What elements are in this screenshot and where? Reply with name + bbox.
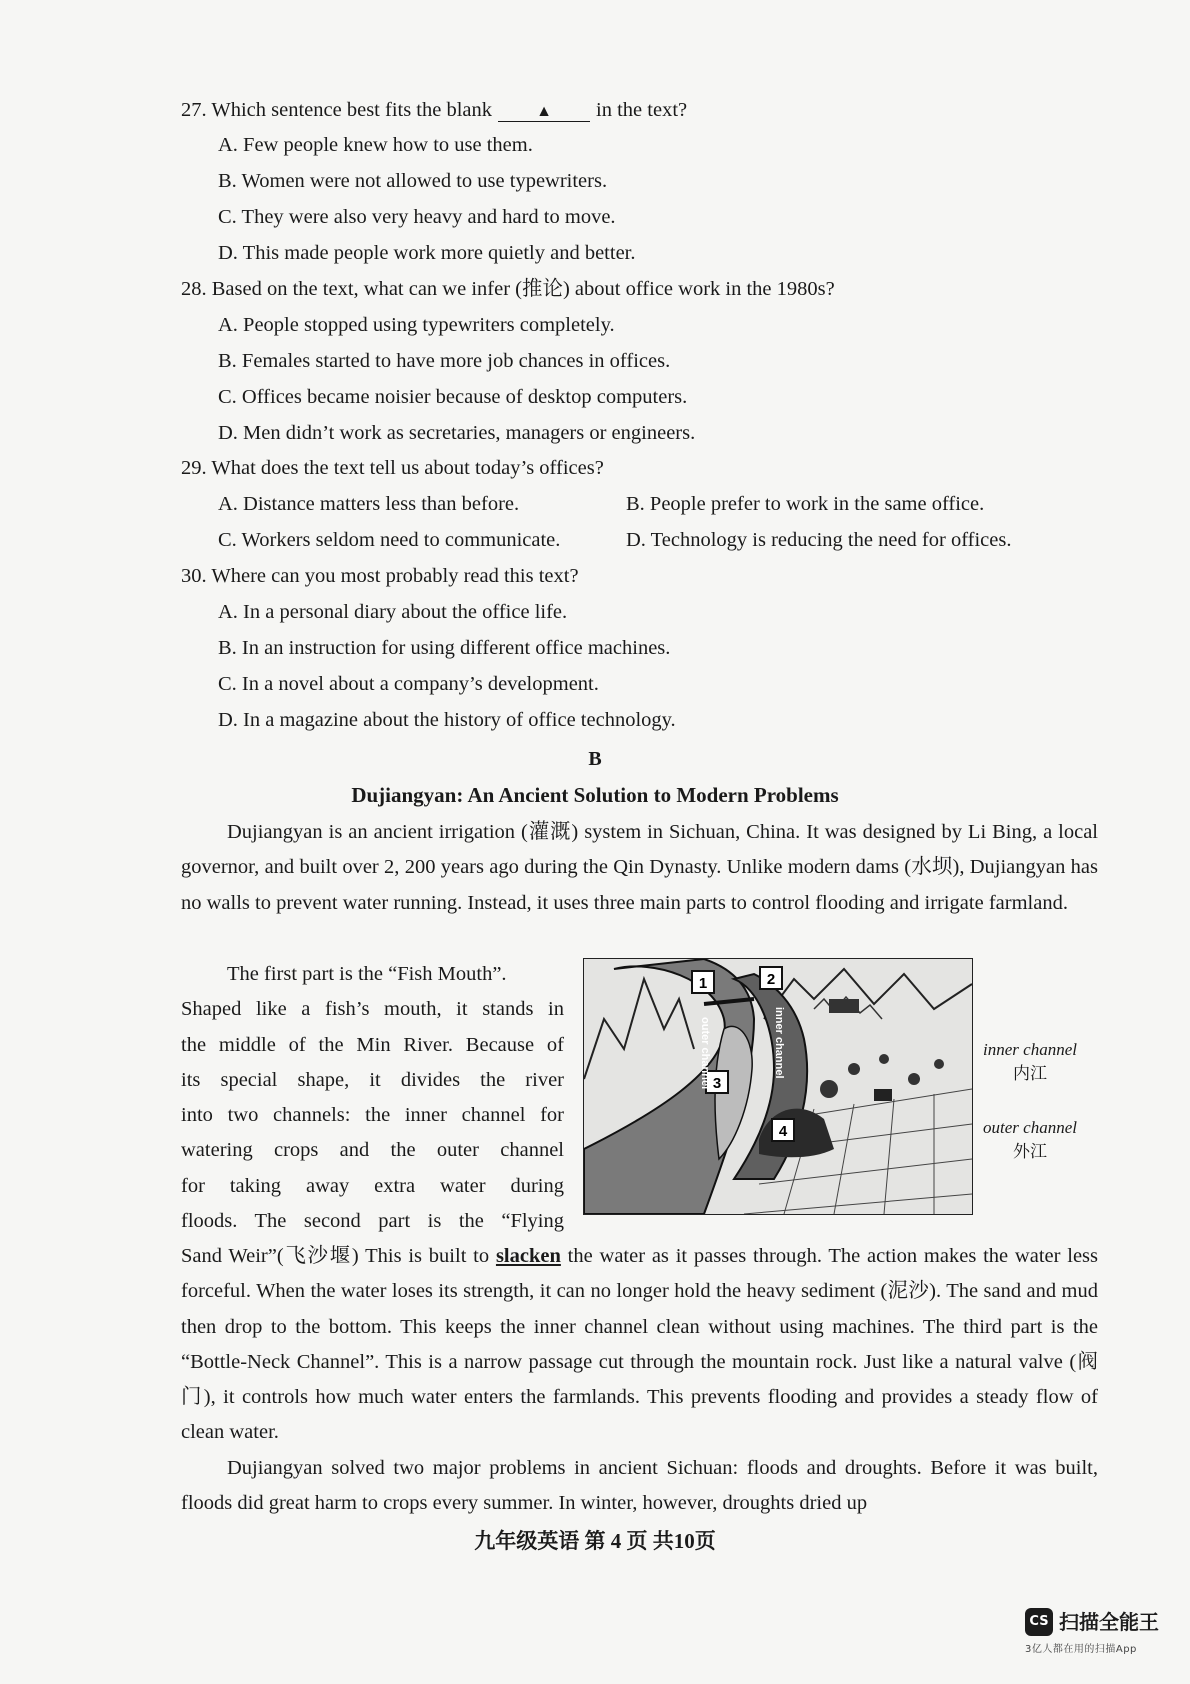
passage-title: Dujiangyan: An Ancient Solution to Modern Problems (351, 783, 839, 807)
p2-line (181, 957, 564, 992)
tree (820, 1080, 838, 1098)
passage-paragraph-2-wrapped (181, 957, 564, 1239)
tree (879, 1054, 889, 1064)
passage-paragraph-1 (181, 815, 1098, 921)
marker-3: 3 (712, 1075, 722, 1092)
tree (908, 1073, 920, 1085)
question-30-option-a: A. In a personal diary about the office life. (218, 601, 568, 623)
building (829, 999, 859, 1013)
p2-line: its special shape, it divides the river (181, 1068, 564, 1091)
question-28-option-b: B. Females started to have more job chances in offices. (218, 350, 671, 372)
caption-cn: 外江 (1013, 1142, 1047, 1161)
caption-en: inner channel (983, 1040, 1077, 1059)
question-29-option-c: C. Workers seldom need to communicate. (218, 529, 561, 551)
section-letter: B (588, 748, 602, 770)
page-footer: 九年级英语 第 4 页 共10页 (474, 1529, 716, 1553)
tree (934, 1059, 944, 1069)
question-29-option-a: A. Distance matters less than before. (218, 493, 520, 515)
p2-cont-text: Sand Weir”(飞沙堰) This is built to (181, 1245, 490, 1267)
triangle-icon: ▲ (536, 103, 552, 120)
building (874, 1089, 892, 1101)
answer-blank (498, 103, 590, 122)
question-29-option-b: B. People prefer to work in the same office. (626, 493, 985, 515)
cs-logo-icon: CS (1025, 1608, 1053, 1636)
inner-channel-label: inner channel (773, 1007, 785, 1079)
question-30-option-c: C. In a novel about a company’s development. (218, 673, 599, 695)
marker-1: 1 (698, 975, 708, 992)
question-27-text-end: in the text? (596, 99, 688, 121)
diagram-illustration (584, 959, 972, 1214)
question-28-option-a: A. People stopped using typewriters completely. (218, 314, 615, 336)
question-29-stem: 29. What does the text tell us about today’s offices? (181, 457, 604, 479)
p2-line: floods. The second part is the “Flying (181, 1210, 564, 1233)
question-27-stem (181, 97, 687, 123)
question-27-option-d: D. This made people work more quietly and better. (218, 242, 636, 264)
p2-line: for taking away extra water during (181, 1174, 564, 1197)
question-29-option-d: D. Technology is reducing the need for offices. (626, 529, 1012, 551)
marker-4: 4 (778, 1123, 788, 1140)
question-30-option-b: B. In an instruction for using different office machines. (218, 637, 671, 659)
passage-paragraph-3 (181, 1451, 1098, 1522)
marker-2: 2 (766, 971, 776, 988)
dujiangyan-diagram (583, 958, 973, 1215)
question-27-option-b: B. Women were not allowed to use typewriters. (218, 170, 608, 192)
question-28-option-c: C. Offices became noisier because of desktop computers. (218, 386, 688, 408)
p2-line: watering crops and the outer channel (181, 1139, 564, 1162)
underlined-keyword: slacken (495, 1245, 561, 1267)
caption-outer-channel (970, 1116, 1090, 1164)
p2-line: the middle of the Min River. Because of (181, 1033, 564, 1056)
watermark-app-name: 扫描全能王 (1059, 1610, 1159, 1634)
passage-paragraph-2-continued (181, 1239, 1098, 1451)
question-30-option-d: D. In a magazine about the history of office technology. (218, 709, 676, 731)
scanner-watermark (1025, 1608, 1175, 1668)
paragraph-1-text: Dujiangyan is an ancient irrigation (灌溉) system in Sichuan, China. It was designed by Li Bing, a local governor, and built over 2, 200 years ago during the Qin Dynasty. Unlike modern dams (水坝), Dujiangyan has no walls to prevent water running. Instead, it uses three main parts to control flooding and irrigate farmland. (181, 821, 1098, 914)
paragraph-3-text: Dujiangyan solved two major problems in ancient Sichuan: floods and droughts. Before it was built, floods did great harm to crops every summer. In winter, however, droughts dried up (181, 1457, 1098, 1515)
p2-line: into two channels: the inner channel for (181, 1104, 564, 1127)
watermark-tagline: 3亿人都在用的扫描App (1025, 1644, 1137, 1655)
p2-line-text: The first part is the “Fish Mouth”. (227, 963, 507, 985)
question-27-text: 27. Which sentence best fits the blank (181, 99, 493, 121)
caption-en: outer channel (983, 1118, 1077, 1137)
p2-cont-text-end: the water as it passes through. The action makes the water less forceful. When the water loses its strength, it can no longer hold the heavy sediment (泥沙). The sand and mud then drop to the bottom. This keeps the inner channel clean without using machines. The third part is the “Bottle-Neck Channel”. This is a narrow passage cut through the mountain rock. Just like a natural valve (阀门), it controls how much water enters the farmlands. This prevents flooding and provides a steady flow of clean water. (181, 1245, 1098, 1444)
question-27-option-c: C. They were also very heavy and hard to move. (218, 206, 616, 228)
caption-inner-channel (970, 1038, 1090, 1086)
outer-channel-label: outer channel (699, 1017, 711, 1090)
tree (848, 1063, 860, 1075)
question-30-stem: 30. Where can you most probably read this text? (181, 565, 579, 587)
question-28-stem: 28. Based on the text, what can we infer (推论) about office work in the 1980s? (181, 278, 835, 300)
caption-cn: 内江 (1013, 1064, 1047, 1083)
question-27-option-a: A. Few people knew how to use them. (218, 134, 533, 156)
question-28-option-d: D. Men didn’t work as secretaries, managers or engineers. (218, 422, 696, 444)
p2-line: Shaped like a fish’s mouth, it stands in (181, 998, 564, 1021)
